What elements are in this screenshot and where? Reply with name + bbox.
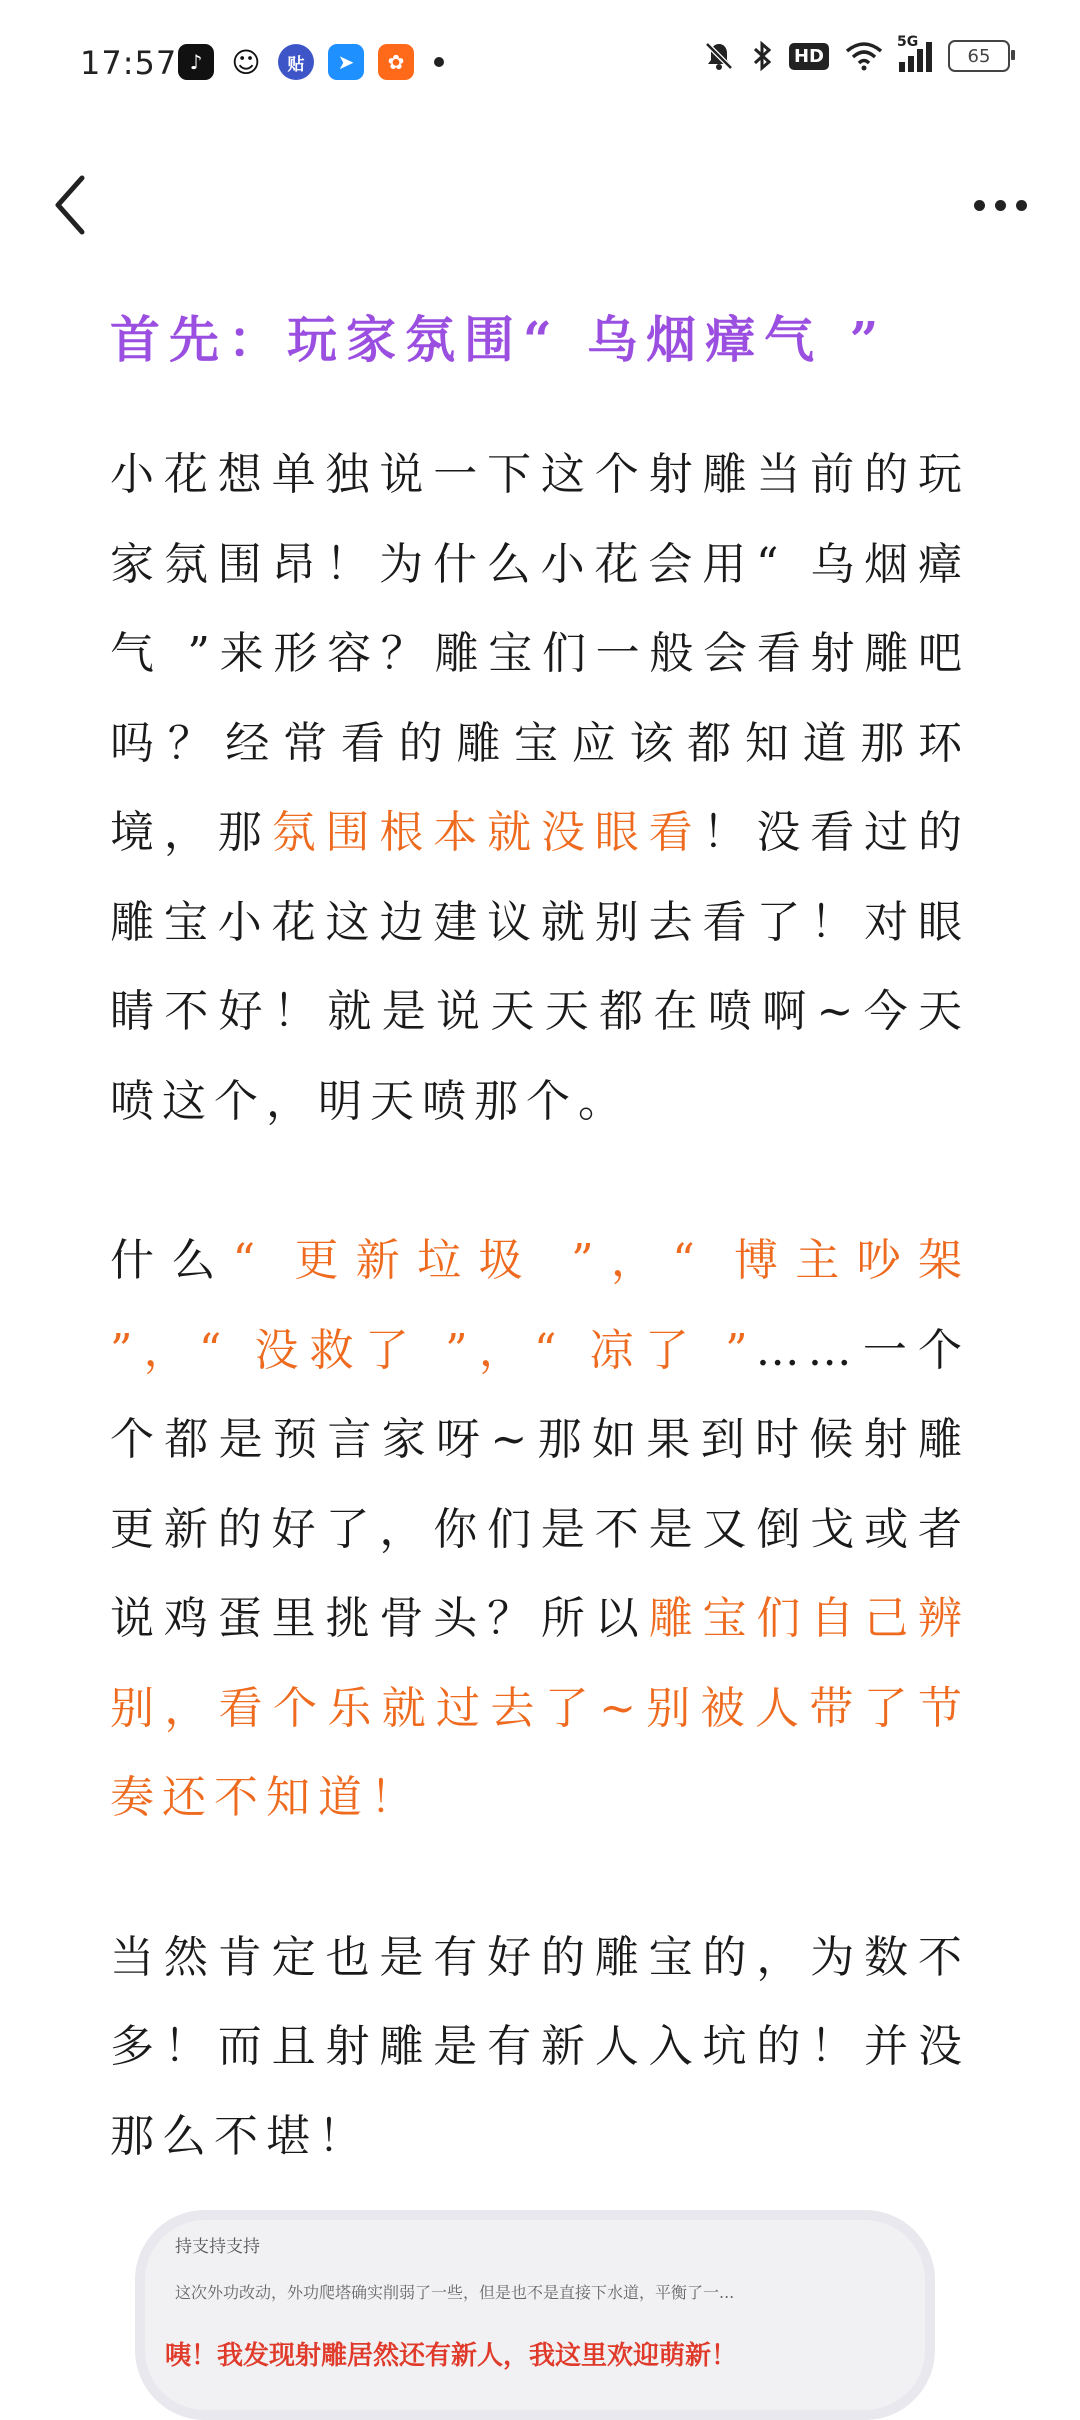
more-dot-icon <box>1016 200 1027 211</box>
cellular-signal-icon: 5G <box>899 40 932 72</box>
paragraph-text: ……一个个都是预言家呀~那如果到时候射雕更新的好了，你们是不是又倒戈或者说鸡蛋里挑骨头？所以 <box>110 1324 970 1644</box>
tieba-icon: 贴 <box>278 44 314 80</box>
paragraph-2 <box>110 1216 970 1843</box>
more-dot-icon <box>974 200 985 211</box>
mute-bell-icon <box>703 40 735 72</box>
tiktok-icon: ♪ <box>178 44 214 80</box>
embedded-body-text: 这次外功改动，外功爬塔确实削弱了一些，但是也不是直接下水道，平衡了一... <box>175 2283 735 2302</box>
paragraph-1 <box>110 430 970 1146</box>
paragraph-text: 小花想单独说一下这个射雕当前的玩家氛围昂！为什么小花会用“ 乌烟瘴气 ”来形容？雕宝们一般会看射雕吧吗？经常看的雕宝应该都知道那环境，那 <box>110 449 970 858</box>
article-body <box>110 300 970 2251</box>
battery-icon: 65 <box>948 40 1010 72</box>
highlight-text: 雕宝们自己辨别，看个乐就过去了~别被人带了节奏还不知道！ <box>110 1593 971 1823</box>
back-button[interactable] <box>50 170 110 240</box>
more-options-button[interactable] <box>960 175 1040 235</box>
wifi-icon <box>845 41 883 71</box>
highlight-text: 氛围根本就没眼看 <box>271 807 703 858</box>
top-nav-bar <box>0 150 1080 260</box>
more-dot-icon <box>995 200 1006 211</box>
status-bar <box>0 0 1080 130</box>
notification-icons <box>178 44 444 80</box>
section-title: 首先：玩家氛围“ 乌烟瘴气 ” <box>110 310 888 369</box>
paragraph-text: ！没看过的雕宝小花这边建议就别去看了！对眼睛不好！就是说天天都在喷啊~今天喷这个，明天喷那个。 <box>110 807 971 1127</box>
embedded-highlight-text: 咦！我发现射雕居然还有新人，我这里欢迎萌新！ <box>165 2341 738 2371</box>
system-icons <box>703 34 1010 72</box>
paragraph-text: 什么 <box>110 1235 233 1286</box>
bluetooth-icon <box>751 40 773 72</box>
chevron-left-icon <box>50 170 90 240</box>
paragraph-3: 当然肯定也是有好的雕宝的，为数不多！而且射雕是有新人入坑的！并没那么不堪！ <box>110 1931 970 2162</box>
embedded-header: 持支持支持 <box>175 2237 260 2257</box>
blue-app-icon: ➤ <box>328 44 364 80</box>
hd-icon: HD <box>789 43 829 70</box>
status-time: 17:57 <box>80 44 178 82</box>
kuaishou-icon: ✿ <box>378 44 414 80</box>
wechat-icon: ☺ <box>228 44 264 80</box>
highlight-text: “ 更新垃圾 ”，“ 博主吵架 ”，“ 没救了 ”，“ 凉了 ” <box>110 1235 970 1376</box>
embedded-screenshot-image[interactable] <box>135 2210 935 2420</box>
more-notifications-dot <box>434 57 444 67</box>
